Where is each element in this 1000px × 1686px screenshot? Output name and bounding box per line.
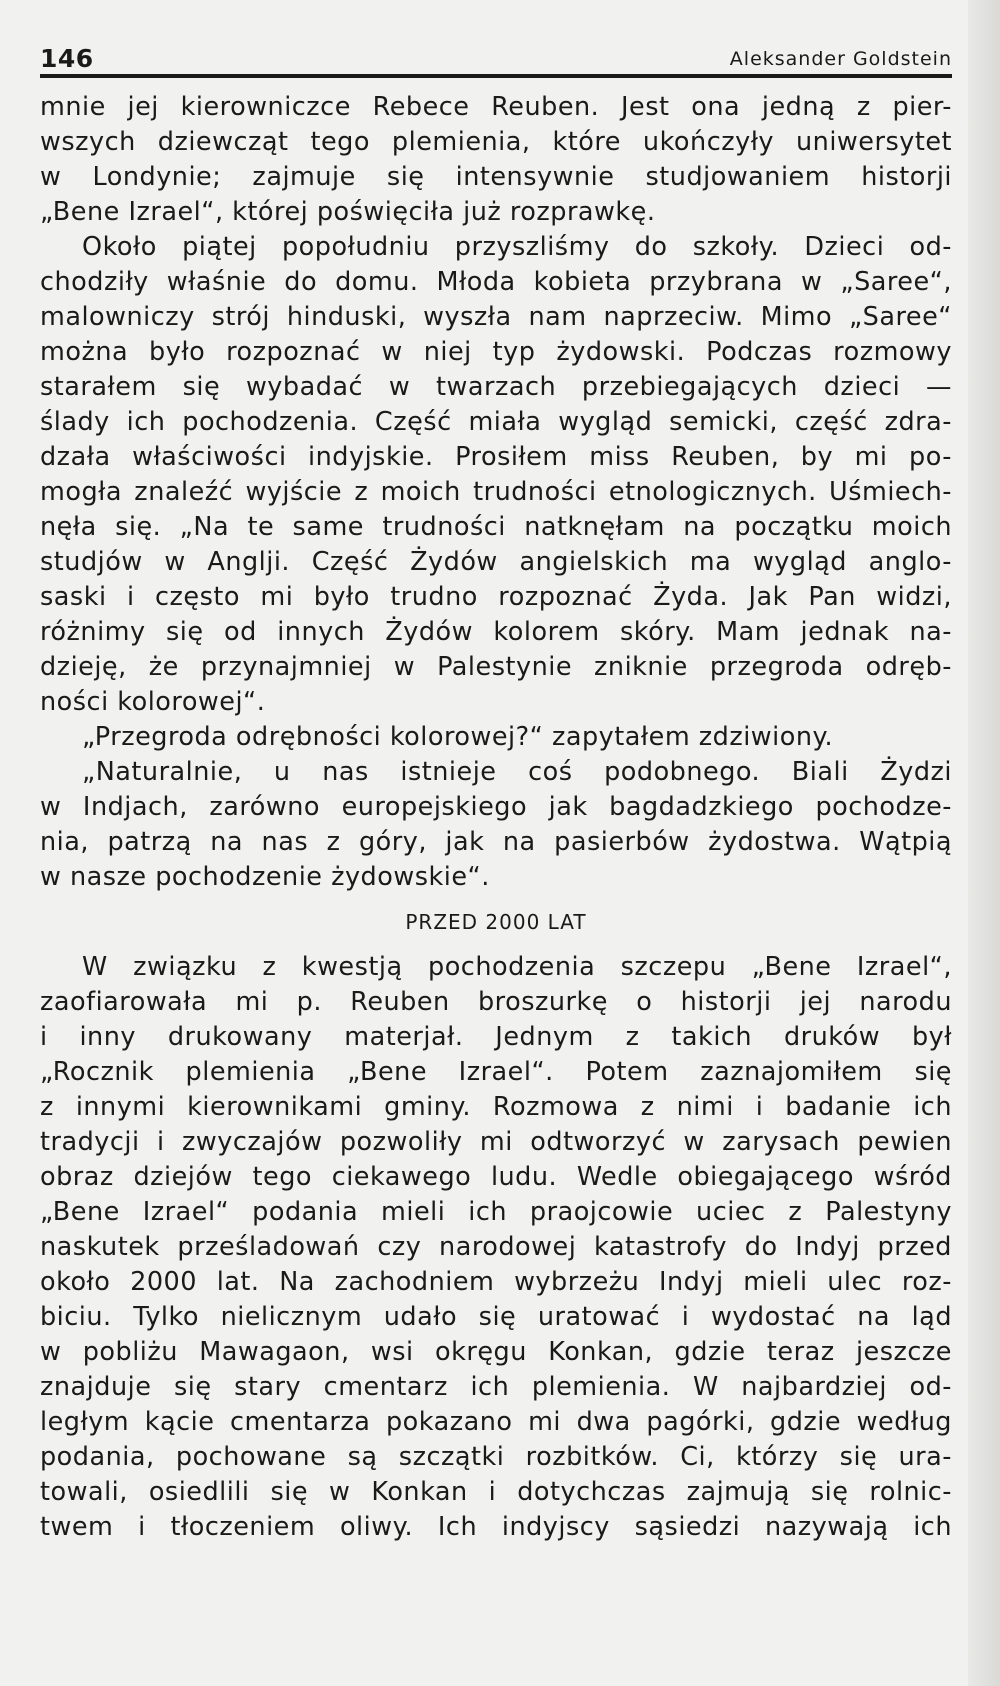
section-heading: PRZED 2000 LAT [405,910,587,934]
text-line: ległym kącie cmentarza pokazano mi dwa pagórki, gdzie według [40,1407,952,1437]
text-line: W związku z kwestją pochodzenia szczepu „Bene Izrael“, [82,952,952,982]
text-line: mnie jej kierowniczce Rebece Reuben. Jest ona jedną z pier- [40,92,952,122]
text-line: w pobliżu Mawagaon, wsi okręgu Konkan, gdzie teraz jeszcze [40,1337,952,1367]
text-line: twem i tłoczeniem oliwy. Ich indyjscy sąsiedzi nazywają ich [40,1512,952,1542]
text-line: naskutek prześladowań czy narodowej katastrofy do Indyj przed [40,1232,952,1262]
text-line: tradycji i zwyczajów pozwoliły mi odtworzyć w zarysach pewien [40,1127,952,1157]
text-line: malowniczy strój hinduski, wyszła nam naprzeciw. Mimo „Saree“ [40,302,952,332]
header-rule [40,74,952,78]
text-line: dzała właściwości indyjskie. Prosiłem miss Reuben, by mi po- [40,442,952,472]
text-line: w Indjach, zarówno europejskiego jak bagdadzkiego pochodze- [40,792,952,822]
text-line: „Rocznik plemienia „Bene Izrael“. Potem zaznajomiłem się [40,1057,952,1087]
text-line: mogła znaleźć wyjście z moich trudności etnologicznych. Uśmiech- [40,477,952,507]
text-line: „Naturalnie, u nas istnieje coś podobnego. Biali Żydzi [82,757,952,787]
running-head: Aleksander Goldstein [729,48,952,70]
text-line: obraz dziejów tego ciekawego ludu. Wedle obiegającego wśród [40,1162,952,1192]
text-line: starałem się wybadać w twarzach przebiegających dzieci — [40,372,952,402]
text-line: nia, patrzą na nas z góry, jak na pasierbów żydostwa. Wątpią [40,827,952,857]
text-line: zaofiarowała mi p. Reuben broszurkę o historji jej narodu [40,987,952,1017]
text-line: wszych dziewcząt tego plemienia, które ukończyły uniwersytet [40,127,952,157]
text-line: znajduje się stary cmentarz ich plemienia. W najbardziej od- [40,1372,952,1402]
body-text [40,90,952,1545]
text-line: można było rozpoznać w niej typ żydowski. Podczas rozmowy [40,337,952,367]
text-line: „Bene Izrael“, której poświęciła już rozprawkę. [40,197,656,227]
text-line: saski i często mi było trudno rozpoznać Żyda. Jak Pan widzi, [40,582,952,612]
text-line: „Przegroda odrębności kolorowej?“ zapytałem zdziwiony. [82,722,834,752]
text-line: z innymi kierownikami gminy. Rozmowa z nimi i badanie ich [40,1092,952,1122]
text-line: nęła się. „Na te same trudności natknęłam na początku moich [40,512,952,542]
text-line: biciu. Tylko nielicznym udało się uratować i wydostać na ląd [40,1302,952,1332]
text-line: studjów w Anglji. Część Żydów angielskich ma wygląd anglo- [40,547,952,577]
text-line: Około piątej popołudniu przyszliśmy do szkoły. Dzieci od- [82,232,952,262]
page-edge [968,0,1000,1686]
page-header [40,44,952,74]
text-line: i inny drukowany materjał. Jednym z takich druków był [40,1022,952,1052]
text-line: różnimy się od innych Żydów kolorem skóry. Mam jednak na- [40,617,952,647]
text-line: chodziły właśnie do domu. Młoda kobieta przybrana w „Saree“, [40,267,952,297]
text-line: towali, osiedlili się w Konkan i dotychczas zajmują się rolnic- [40,1477,952,1507]
text-line: w nasze pochodzenie żydowskie“. [40,862,490,892]
text-line: około 2000 lat. Na zachodniem wybrzeżu Indyj mieli ulec roz- [40,1267,952,1297]
page-number: 146 [40,44,94,73]
text-line: ślady ich pochodzenia. Część miała wygląd semicki, część zdra- [40,407,952,437]
text-line: w Londynie; zajmuje się intensywnie studjowaniem historji [40,162,952,192]
text-line: dzieję, że przynajmniej w Palestynie zniknie przegroda odręb- [40,652,952,682]
text-line: ności kolorowej“. [40,687,266,717]
text-line: podania, pochowane są szczątki rozbitków. Ci, którzy się ura- [40,1442,952,1472]
text-line: „Bene Izrael“ podania mieli ich praojcowie uciec z Palestyny [40,1197,952,1227]
